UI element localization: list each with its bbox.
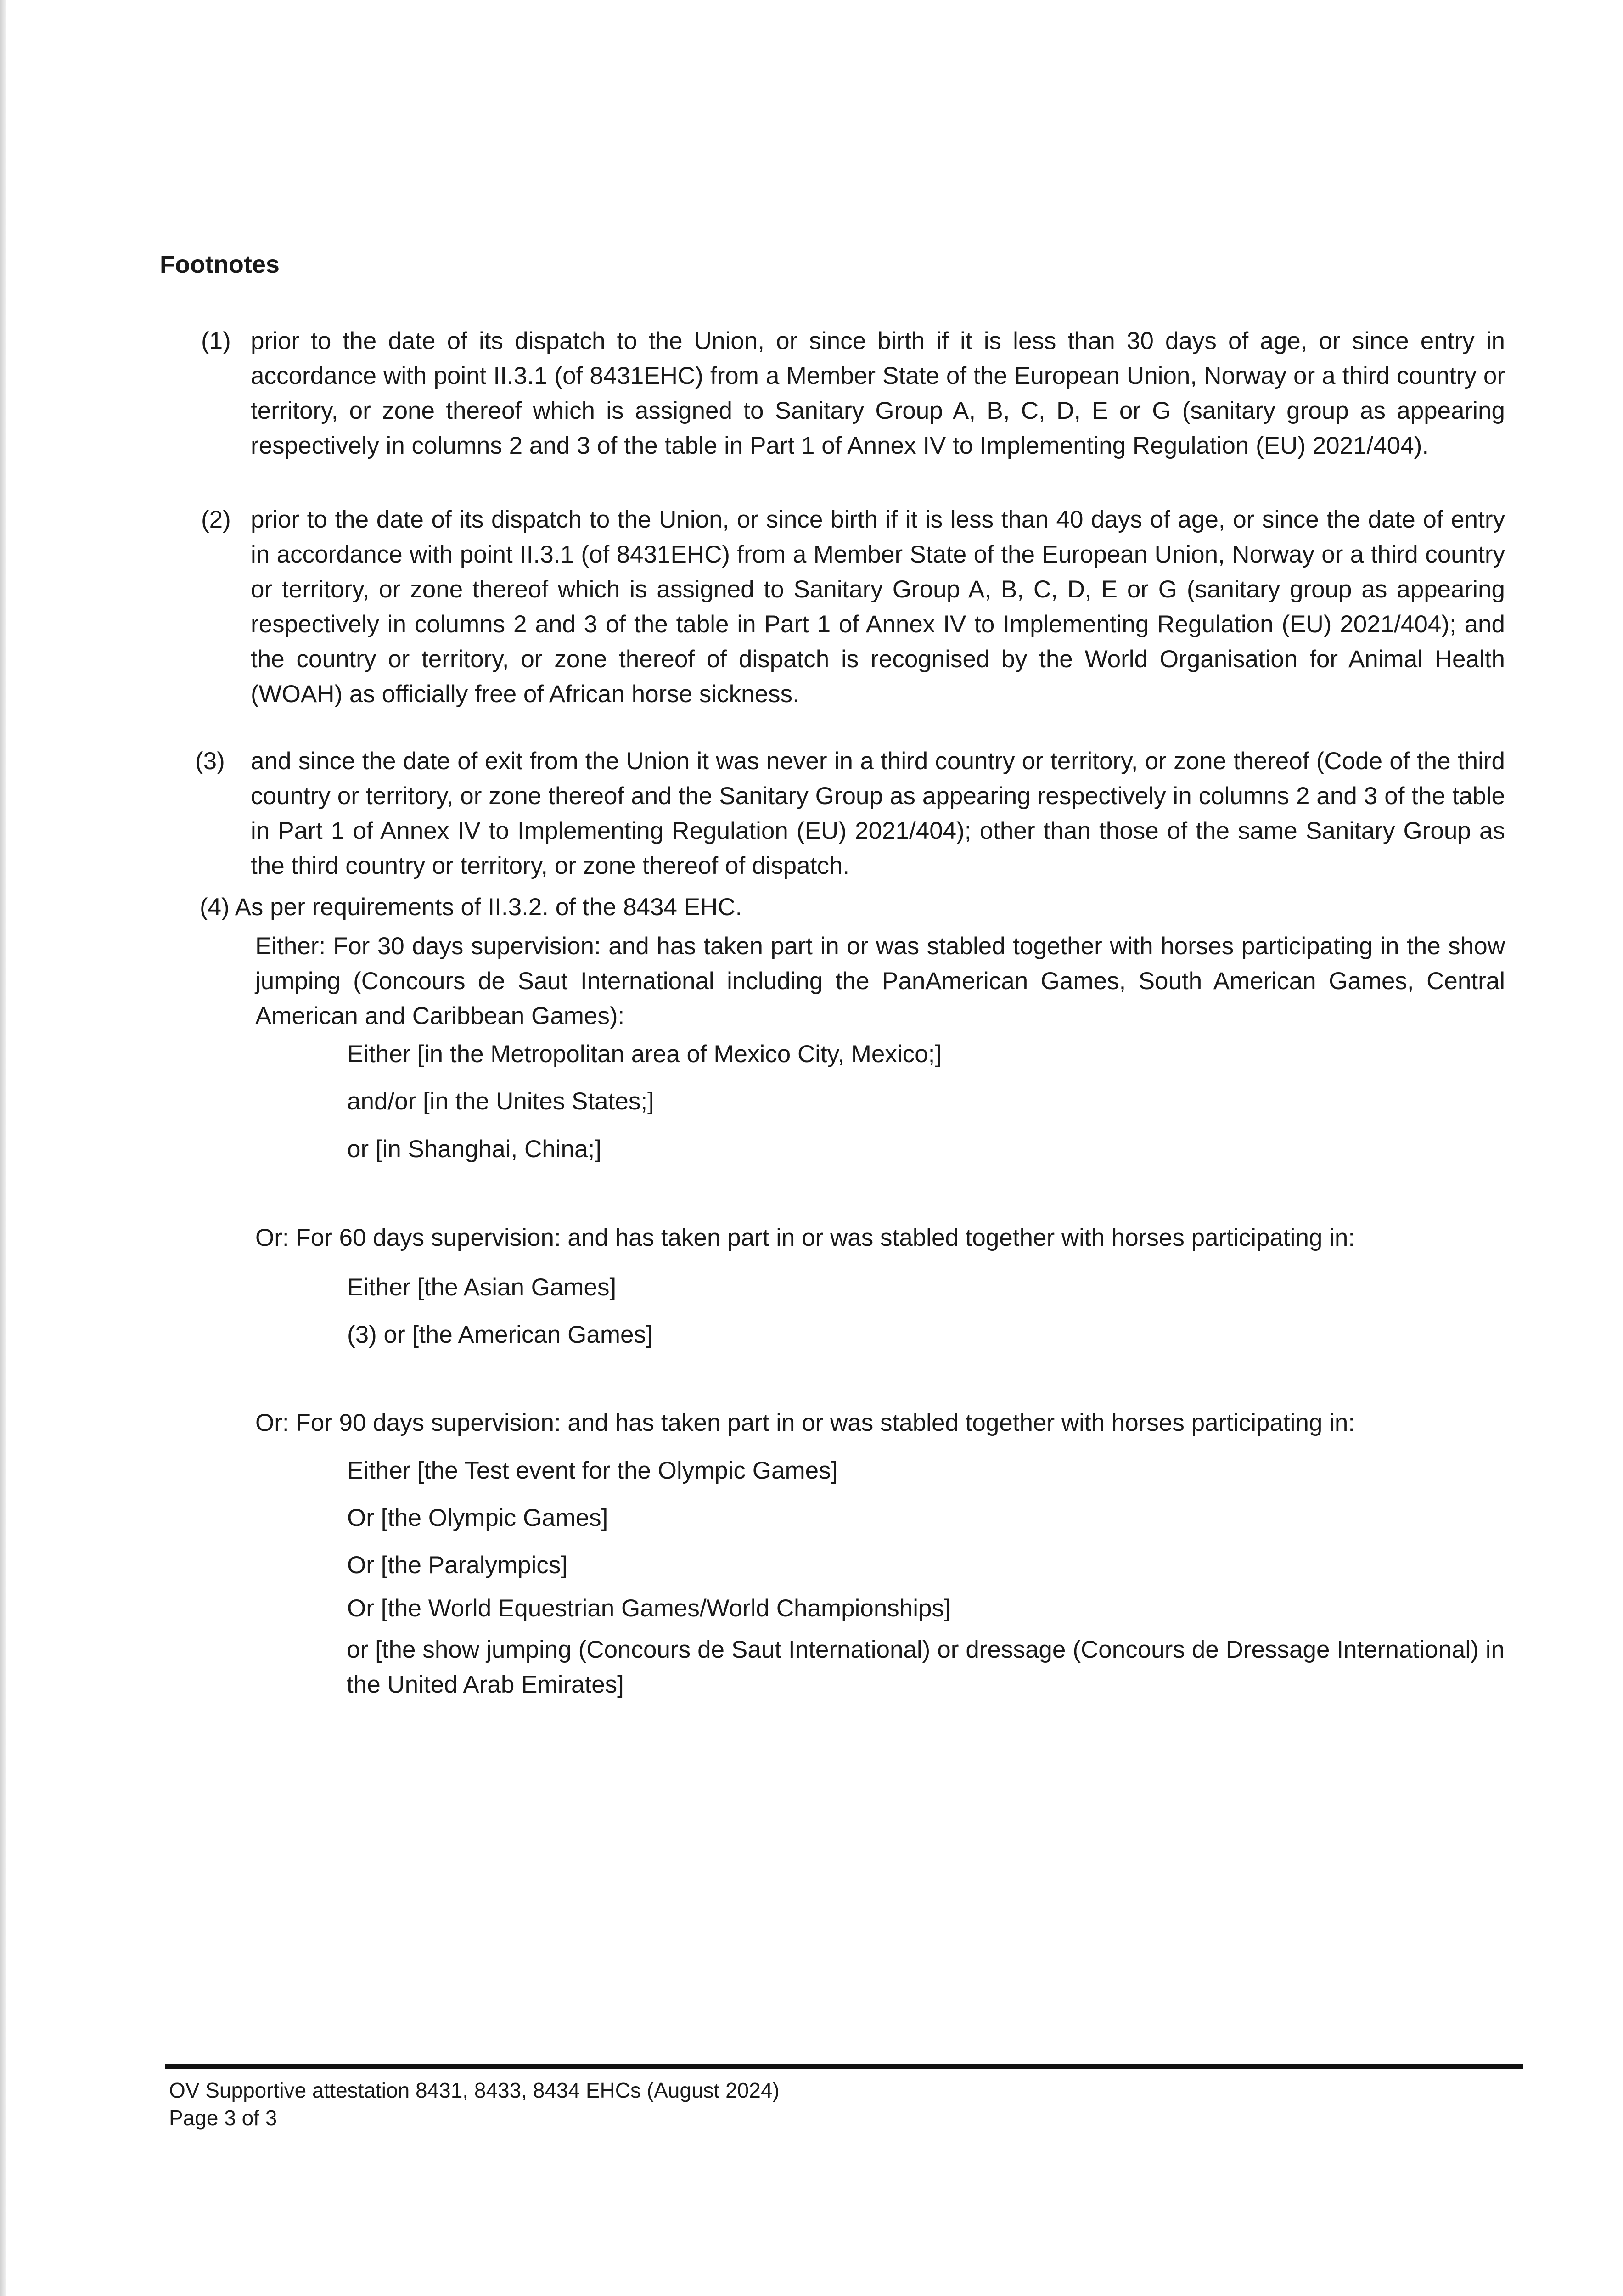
supervision-90-days: Or: For 90 days supervision: and has taken part in or was stabled together with horses participating in:	[255, 1409, 1355, 1436]
supervision-30-days: Either: For 30 days supervision: and has taken part in or was stabled together with horses participating in the show jumping (Concours de Saut International including the PanAmerican Games, South American Games, Central American and Caribbean Games):	[255, 933, 1505, 1030]
list-item: and/or [in the Unites States;]	[347, 1088, 654, 1115]
list-item: Or [the Paralympics]	[347, 1552, 568, 1579]
scan-edge-shadow	[0, 0, 6, 2296]
footnote-2-number: (2)	[201, 506, 231, 533]
list-item: Or [the World Equestrian Games/World Championships]	[347, 1595, 951, 1622]
footnote-1-text: prior to the date of its dispatch to the Union, or since birth if it is less than 30 days of age, or since entry in accordance with point II.3.1 (of 8431EHC) from a Member State of the European Union, Norway or a third country or territory, or zone thereof which is assigned to Sanitary Group A, B, C, D, E or G (sanitary group as appearing respectively in columns 2 and 3 of the table in Part 1 of Annex IV to Implementing Regulation (EU) 2021/404).	[251, 327, 1505, 459]
footnote-3	[195, 744, 1505, 884]
footnote-1-number: (1)	[201, 327, 231, 355]
footnote-1	[201, 324, 1505, 463]
list-item: Either [in the Metropolitan area of Mexico City, Mexico;]	[347, 1041, 942, 1068]
list-item: Or [the Olympic Games]	[347, 1504, 608, 1531]
footer-page-number: Page 3 of 3	[169, 2106, 277, 2130]
footer-rule	[165, 2064, 1523, 2069]
footnote-3-text: and since the date of exit from the Union it was never in a third country or territory, or zone thereof (Code of the third country or territory, or zone thereof and the Sanitary Group as appearing respectively in columns 2 and 3 of the table in Part 1 of Annex IV to Implementing Regulation (EU) 2021/404); other than those of the same Sanitary Group as the third country or territory, or zone thereof of dispatch.	[251, 748, 1505, 879]
footnote-2	[201, 502, 1505, 712]
list-item: or [in Shanghai, China;]	[347, 1136, 601, 1163]
footnote-3-number: (3)	[195, 748, 225, 775]
list-item: (3) or [the American Games]	[347, 1321, 653, 1348]
footnotes-heading: Footnotes	[160, 251, 280, 278]
footer-document-title: OV Supportive attestation 8431, 8433, 8434 EHCs (August 2024)	[169, 2078, 780, 2102]
list-item: Either [the Asian Games]	[347, 1274, 617, 1301]
list-item: Either [the Test event for the Olympic Games]	[347, 1457, 838, 1484]
footnote-4-intro: (4) As per requirements of II.3.2. of the 8434 EHC.	[200, 894, 742, 921]
footnote-2-text: prior to the date of its dispatch to the Union, or since birth if it is less than 40 days of age, or since the date of entry in accordance with point II.3.1 (of 8431EHC) from a Member State of the European Union, Norway or a third country or territory, or zone thereof which is assigned to Sanitary Group A, B, C, D, E or G (sanitary group as appearing respectively in columns 2 and 3 of the table in Part 1 of Annex IV to Implementing Regulation (EU) 2021/404); and the country or territory, or zone thereof of dispatch is recognised by the World Organisation for Animal Health (WOAH) as officially free of African horse sickness.	[251, 506, 1505, 708]
list-item-uae: or [the show jumping (Concours de Saut International) or dressage (Concours de Dressage International) in the United Arab Emirates]	[347, 1636, 1505, 1698]
supervision-60-days: Or: For 60 days supervision: and has taken part in or was stabled together with horses participating in:	[255, 1224, 1355, 1251]
